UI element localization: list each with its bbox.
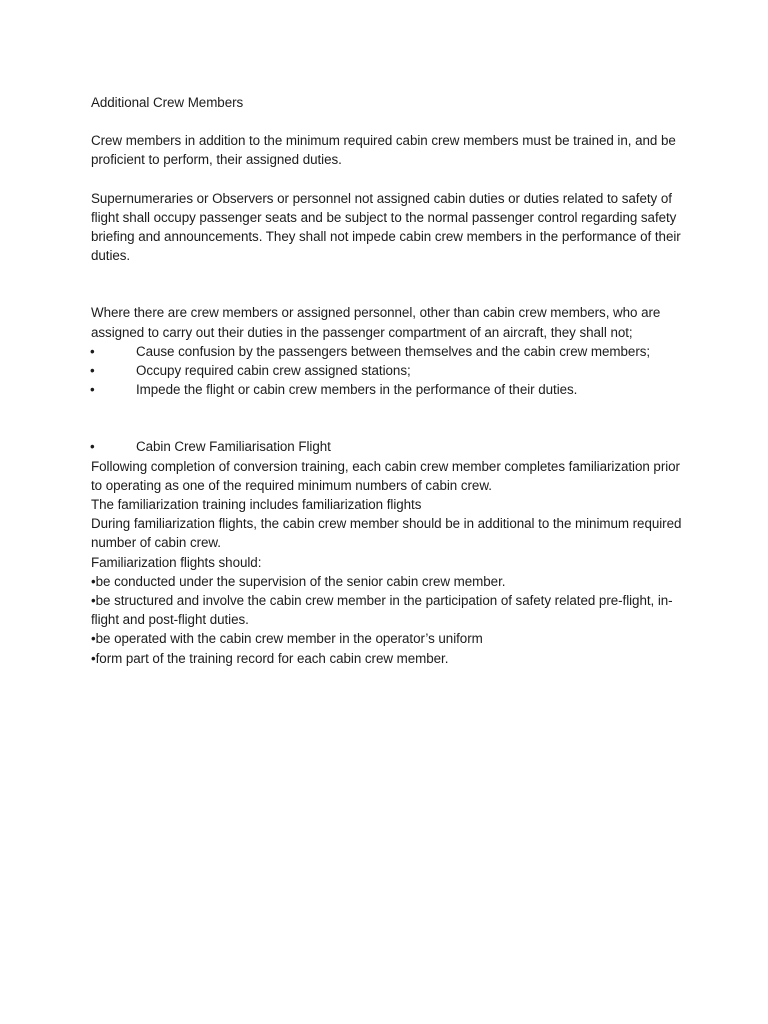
section-line: Following completion of conversion training, each cabin crew member completes familiarization prior to operating as one of the required minimum numbers of cabin crew. <box>91 458 680 493</box>
section-line: Familiarization flights should: <box>91 554 262 570</box>
list-item <box>91 342 691 361</box>
paragraph-assigned-personnel: Where there are crew members or assigned personnel, other than cabin crew members, who are assigned to carry out their duties in the passenger compartment of an aircraft, they shall not; <box>91 305 661 340</box>
list-item <box>91 361 691 380</box>
bullet-mark: • <box>90 343 95 359</box>
spacer <box>91 170 691 189</box>
document-title: Additional Crew Members <box>91 95 244 110</box>
list-item: •be operated with the cabin crew member in the operator’s uniform <box>91 631 483 647</box>
bullet-mark: • <box>90 382 95 398</box>
document-body <box>91 93 691 668</box>
section-heading: Cabin Crew Familiarisation Flight <box>136 439 331 455</box>
list-item: •be structured and involve the cabin crew member in the participation of safety related pre-flight, in-flight and post-flight duties. <box>91 593 673 628</box>
section-heading-row <box>91 437 691 456</box>
spacer <box>91 265 691 303</box>
list-item: •be conducted under the supervision of the senior cabin crew member. <box>91 573 506 589</box>
list-item-text: Occupy required cabin crew assigned stations; <box>136 363 411 379</box>
spacer <box>91 112 691 131</box>
paragraph-training: Crew members in addition to the minimum required cabin crew members must be trained in, and be proficient to perform, their assigned duties. <box>91 133 676 168</box>
bullet-mark: • <box>90 439 95 455</box>
list-item-text: Cause confusion by the passengers between themselves and the cabin crew members; <box>136 343 651 359</box>
list-item <box>91 380 691 399</box>
bullet-mark: • <box>90 363 95 379</box>
section-line: The familiarization training includes familiarization flights <box>91 497 422 513</box>
paragraph-supernumeraries: Supernumeraries or Observers or personnel not assigned cabin duties or duties related to safety of flight shall occupy passenger seats and be subject to the normal passenger control regarding safety briefing and announcements. They shall not impede cabin crew members in the performance of their duties. <box>91 190 681 264</box>
list-item: •form part of the training record for each cabin crew member. <box>91 650 449 666</box>
section-line: During familiarization flights, the cabin crew member should be in additional to the minimum required number of cabin crew. <box>91 516 682 551</box>
spacer <box>91 399 691 437</box>
list-item-text: Impede the flight or cabin crew members in the performance of their duties. <box>136 382 578 398</box>
